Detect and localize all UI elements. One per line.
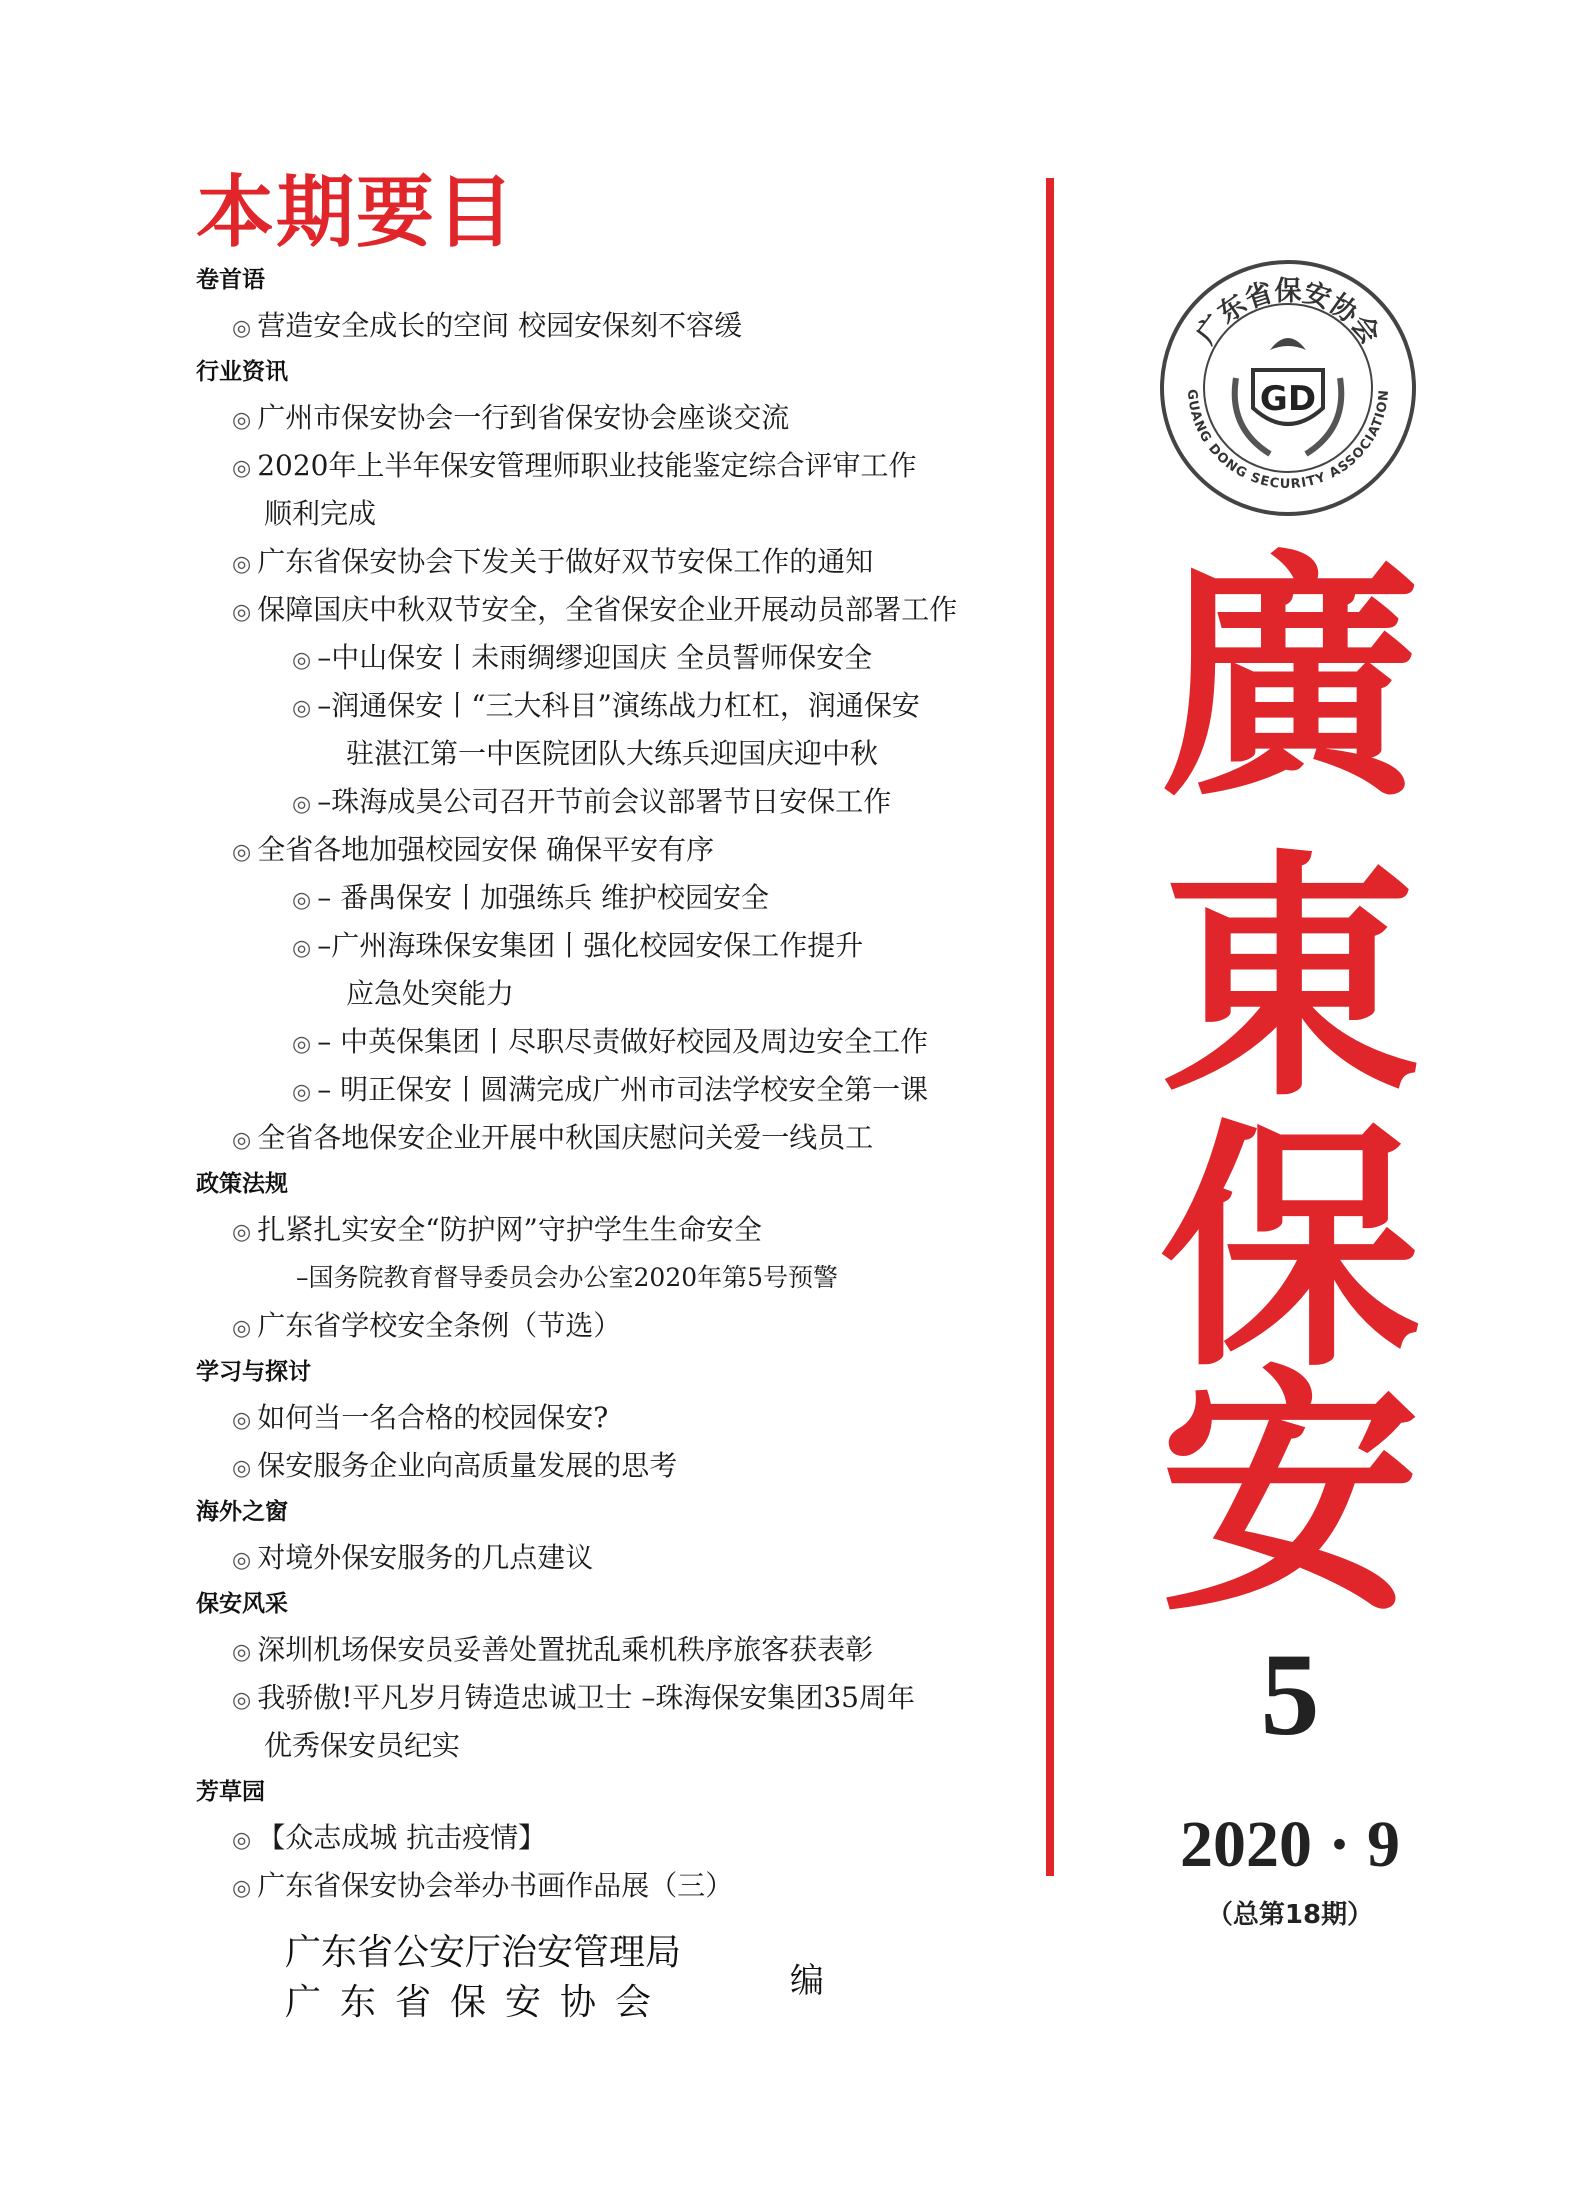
- toc-item[interactable]: [196, 1814, 1056, 1862]
- toc-bullet-icon: ◎: [292, 696, 312, 721]
- toc-bullet-icon: ◎: [292, 648, 312, 673]
- editors-suffix: 编: [790, 1961, 824, 2001]
- toc-item[interactable]: [196, 922, 1056, 970]
- toc-item[interactable]: [196, 874, 1056, 922]
- toc-section-title: 芳草园: [196, 1779, 265, 1805]
- toc-bullet-icon: ◎: [232, 1128, 252, 1153]
- toc-item[interactable]: [196, 394, 1056, 442]
- toc-bullet-icon: ◎: [232, 408, 252, 433]
- toc-item[interactable]: [196, 442, 1056, 490]
- issue-date: 2020 · 9: [1179, 1808, 1400, 1881]
- editor-org-security-association: 广东省保安协会: [285, 1982, 671, 2023]
- toc-bullet-icon: ◎: [232, 1876, 252, 1901]
- toc-section-title: 行业资讯: [196, 359, 288, 385]
- toc-item-text: – 明正保安丨圆满完成广州市司法学校安全第一课: [317, 1073, 929, 1106]
- logo-initials: GD: [1259, 379, 1317, 419]
- toc-heading: 本期要目: [196, 168, 517, 258]
- toc-item-text: 如何当一名合格的校园保安?: [257, 1401, 609, 1434]
- toc-item[interactable]: [196, 1114, 1056, 1162]
- toc-item-text: –润通保安丨“三大科目”演练战力杠杠，润通保安: [317, 689, 920, 722]
- toc-bullet-icon: ◎: [292, 1080, 312, 1105]
- toc-bullet-icon: ◎: [292, 936, 312, 961]
- toc-item[interactable]: [196, 1018, 1056, 1066]
- toc-item[interactable]: [196, 1862, 1056, 1910]
- toc-bullet-icon: ◎: [232, 1456, 252, 1481]
- toc-item-text: 全省各地保安企业开展中秋国庆慰问关爱一线员工: [257, 1121, 874, 1154]
- toc-bullet-icon: ◎: [232, 1548, 252, 1573]
- toc-item-continuation[interactable]: 优秀保安员纪实: [264, 1729, 461, 1762]
- toc-item[interactable]: [196, 682, 1056, 730]
- toc-item-text: –中山保安丨未雨绸缪迎国庆 全员誓师保安全: [317, 641, 873, 674]
- toc-item-text: 保安服务企业向高质量发展的思考: [257, 1449, 678, 1482]
- toc-item[interactable]: [196, 538, 1056, 586]
- toc-item-text: 全省各地加强校园安保 确保平安有序: [257, 833, 715, 866]
- toc-item-text: – 中英保集团丨尽职尽责做好校园及周边安全工作: [317, 1025, 929, 1058]
- toc-bullet-icon: ◎: [292, 1032, 312, 1057]
- toc-item[interactable]: [196, 1394, 1056, 1442]
- toc-section-title: 保安风采: [196, 1591, 288, 1617]
- toc-item[interactable]: [196, 586, 1056, 634]
- toc-item[interactable]: [196, 1206, 1056, 1254]
- total-issue: （总第18期）: [1206, 1900, 1374, 1930]
- toc-bullet-icon: ◎: [232, 552, 252, 577]
- editor-org-police-bureau: 广东省公安厅治安管理局: [285, 1932, 682, 1973]
- toc-bullet-icon: ◎: [292, 792, 312, 817]
- toc-item-text: 我骄傲!平凡岁月铸造忠诚卫士 –珠海保安集团35周年: [257, 1681, 915, 1714]
- toc-item[interactable]: [196, 778, 1056, 826]
- toc-item[interactable]: [196, 302, 1056, 350]
- toc-section-title: 学习与探讨: [196, 1359, 311, 1385]
- toc-item-text: 深圳机场保安员妥善处置扰乱乘机秩序旅客获表彰: [257, 1633, 874, 1666]
- toc-item-text: 广东省保安协会举办书画作品展（三）: [257, 1869, 734, 1902]
- toc-item[interactable]: [196, 1534, 1056, 1582]
- toc-item[interactable]: [196, 1066, 1056, 1114]
- toc-section-title: 政策法规: [196, 1171, 288, 1197]
- toc-section-title: 海外之窗: [196, 1499, 288, 1525]
- toc-item-text: 保障国庆中秋双节安全，全省保安企业开展动员部署工作: [257, 593, 958, 626]
- toc-item[interactable]: [196, 1302, 1056, 1350]
- toc-item[interactable]: [196, 634, 1056, 682]
- toc-item-continuation[interactable]: –国务院教育督导委员会办公室2020年第5号预警: [296, 1263, 839, 1292]
- toc-item[interactable]: [196, 1674, 1056, 1722]
- toc-item-text: – 番禺保安丨加强练兵 维护校园安全: [317, 881, 770, 914]
- toc-item-text: 【众志成城 抗击疫情】: [257, 1821, 547, 1854]
- logo-en-name: GUANG DONG SECURITY ASSOCIATION: [1183, 388, 1393, 493]
- toc-bullet-icon: ◎: [232, 1220, 252, 1245]
- toc-item-text: 广东省保安协会下发关于做好双节安保工作的通知: [257, 545, 874, 578]
- toc-item-text: 营造安全成长的空间 校园安保刻不容缓: [257, 309, 743, 342]
- red-divider-line: [1046, 178, 1054, 1876]
- toc-bullet-icon: ◎: [232, 1688, 252, 1713]
- title-char-4: 安: [1160, 1342, 1420, 1647]
- toc-item[interactable]: [196, 1442, 1056, 1490]
- toc-item-text: 对境外保安服务的几点建议: [257, 1541, 594, 1574]
- toc-item-text: 广东省学校安全条例（节选）: [257, 1309, 622, 1342]
- toc-item-continuation[interactable]: 顺利完成: [264, 497, 377, 530]
- toc-section-title: 卷首语: [196, 267, 265, 293]
- toc-item-continuation[interactable]: 应急处突能力: [346, 977, 515, 1010]
- toc-item-text: 扎紧扎实安全“防护网”守护学生生命安全: [257, 1213, 762, 1246]
- toc-bullet-icon: ◎: [232, 1408, 252, 1433]
- toc-bullet-icon: ◎: [232, 840, 252, 865]
- toc-item-text: –珠海成昊公司召开节前会议部署节日安保工作: [317, 785, 892, 818]
- issue-number: 5: [1260, 1629, 1320, 1760]
- association-logo: [1158, 258, 1418, 518]
- title-char-1: 廣: [1160, 527, 1420, 832]
- title-char-2: 東: [1160, 827, 1420, 1132]
- toc-bullet-icon: ◎: [232, 1828, 252, 1853]
- toc-item-continuation[interactable]: 驻湛江第一中医院团队大练兵迎国庆迎中秋: [346, 737, 879, 770]
- title-char-3: 保: [1160, 1097, 1420, 1402]
- toc-bullet-icon: ◎: [292, 888, 312, 913]
- toc-bullet-icon: ◎: [232, 1316, 252, 1341]
- logo-cn-name: 广东省保安协会: [1190, 276, 1386, 350]
- toc-bullet-icon: ◎: [232, 600, 252, 625]
- toc-bullet-icon: ◎: [232, 316, 252, 341]
- toc-item[interactable]: [196, 1626, 1056, 1674]
- toc-bullet-icon: ◎: [232, 1640, 252, 1665]
- toc-bullet-icon: ◎: [232, 456, 252, 481]
- editors-block: [285, 1928, 824, 2028]
- toc-item-text: 广州市保安协会一行到省保安协会座谈交流: [257, 401, 790, 434]
- table-of-contents: [196, 258, 1056, 1910]
- toc-item-text: 2020年上半年保安管理师职业技能鉴定综合评审工作: [257, 449, 917, 482]
- toc-item-text: –广州海珠保安集团丨强化校园安保工作提升: [317, 929, 864, 962]
- toc-item[interactable]: [196, 826, 1056, 874]
